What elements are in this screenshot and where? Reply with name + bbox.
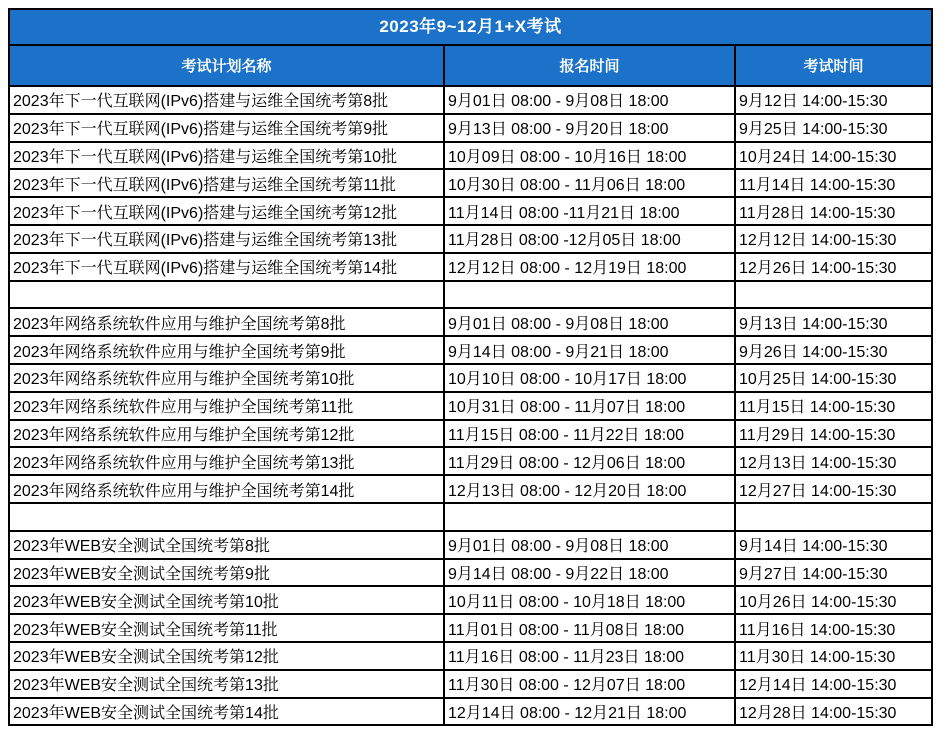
column-header-plan-name: 考试计划名称 [181,58,272,75]
table-row [10,307,931,335]
exam-time-cell: 12月28日 14:00-15:30 [734,699,931,725]
table-row [10,558,931,586]
exam-time-cell: 12月27日 14:00-15:30 [734,476,931,502]
registration-time-cell: 10月11日 08:00 - 10月18日 18:00 [443,587,734,613]
exam-schedule-table [8,8,933,726]
table-row [10,335,931,363]
registration-time-cell: 9月01日 08:00 - 9月08日 18:00 [443,309,734,335]
exam-time-cell: 11月16日 14:00-15:30 [734,615,931,641]
plan-name-cell: 2023年WEB安全测试全国统考第12批 [13,649,279,667]
exam-time-cell: 9月25日 14:00-15:30 [734,115,931,141]
exam-time-cell: 11月29日 14:00-15:30 [734,421,931,447]
plan-name-cell: 2023年WEB安全测试全国统考第9批 [13,565,270,583]
plan-name-cell: 2023年下一代互联网(IPv6)搭建与运维全国统考第9批 [13,121,389,139]
exam-time-cell: 12月26日 14:00-15:30 [734,254,931,280]
table-row [10,446,931,474]
column-header-exam-time: 考试时间 [734,46,931,85]
plan-name-cell: 2023年WEB安全测试全国统考第14批 [13,704,279,722]
plan-name-cell: 2023年WEB安全测试全国统考第10批 [13,593,279,611]
plan-name-cell: 2023年WEB安全测试全国统考第13批 [13,677,279,695]
plan-name-cell [10,282,443,308]
plan-name-cell: 2023年网络系统软件应用与维护全国统考第8批 [13,315,346,333]
exam-time-cell: 10月25日 14:00-15:30 [734,365,931,391]
spacer-row [10,280,931,308]
plan-name-cell: 2023年网络系统软件应用与维护全国统考第10批 [13,371,355,389]
registration-time-cell: 11月29日 08:00 - 12月06日 18:00 [443,448,734,474]
exam-time-cell [734,504,931,530]
column-header-registration-time: 报名时间 [443,46,734,85]
plan-name-cell: 2023年网络系统软件应用与维护全国统考第12批 [13,426,355,444]
table-row [10,641,931,669]
registration-time-cell: 11月15日 08:00 - 11月22日 18:00 [443,421,734,447]
plan-name-cell: 2023年WEB安全测试全国统考第11批 [13,621,278,639]
registration-time-cell: 9月01日 08:00 - 9月08日 18:00 [443,87,734,113]
plan-name-cell: 2023年网络系统软件应用与维护全国统考第11批 [13,399,354,417]
registration-time-cell: 10月30日 08:00 - 11月06日 18:00 [443,170,734,196]
exam-time-cell: 11月28日 14:00-15:30 [734,198,931,224]
registration-time-cell: 9月14日 08:00 - 9月22日 18:00 [443,560,734,586]
spacer-row [10,502,931,530]
registration-time-cell [443,504,734,530]
table-row [10,669,931,697]
registration-time-cell: 11月30日 08:00 - 12月07日 18:00 [443,671,734,697]
plan-name-cell [10,504,443,530]
exam-time-cell [734,282,931,308]
registration-time-cell: 11月28日 08:00 -12月05日 18:00 [443,226,734,252]
table-row [10,196,931,224]
exam-time-cell: 11月14日 14:00-15:30 [734,170,931,196]
table-header-row [10,46,931,85]
table-row [10,252,931,280]
exam-time-cell: 11月15日 14:00-15:30 [734,393,931,419]
exam-time-cell: 9月14日 14:00-15:30 [734,532,931,558]
registration-time-cell: 9月13日 08:00 - 9月20日 18:00 [443,115,734,141]
exam-time-cell: 11月30日 14:00-15:30 [734,643,931,669]
table-body [10,85,931,724]
table-row [10,613,931,641]
table-row [10,697,931,725]
registration-time-cell [443,282,734,308]
plan-name-cell: 2023年下一代互联网(IPv6)搭建与运维全国统考第10批 [13,148,398,166]
registration-time-cell: 11月14日 08:00 -11月21日 18:00 [443,198,734,224]
plan-name-cell: 2023年网络系统软件应用与维护全国统考第14批 [13,482,355,500]
exam-time-cell: 12月14日 14:00-15:30 [734,671,931,697]
registration-time-cell: 9月14日 08:00 - 9月21日 18:00 [443,337,734,363]
registration-time-cell: 12月13日 08:00 - 12月20日 18:00 [443,476,734,502]
plan-name-cell: 2023年WEB安全测试全国统考第8批 [13,538,270,556]
registration-time-cell: 9月01日 08:00 - 9月08日 18:00 [443,532,734,558]
plan-name-cell: 2023年下一代互联网(IPv6)搭建与运维全国统考第14批 [13,260,398,278]
table-row [10,363,931,391]
registration-time-cell: 12月12日 08:00 - 12月19日 18:00 [443,254,734,280]
table-row [10,168,931,196]
plan-name-cell: 2023年下一代互联网(IPv6)搭建与运维全国统考第13批 [13,232,398,250]
registration-time-cell: 10月10日 08:00 - 10月17日 18:00 [443,365,734,391]
table-row [10,141,931,169]
exam-time-cell: 10月24日 14:00-15:30 [734,143,931,169]
table-row [10,224,931,252]
table-row [10,530,931,558]
plan-name-cell: 2023年下一代互联网(IPv6)搭建与运维全国统考第11批 [13,176,396,194]
table-row [10,585,931,613]
plan-name-cell: 2023年网络系统软件应用与维护全国统考第9批 [13,343,346,361]
table-row [10,419,931,447]
plan-name-cell: 2023年下一代互联网(IPv6)搭建与运维全国统考第12批 [13,204,398,222]
exam-time-cell: 9月13日 14:00-15:30 [734,309,931,335]
registration-time-cell: 10月31日 08:00 - 11月07日 18:00 [443,393,734,419]
table-row [10,113,931,141]
registration-time-cell: 11月16日 08:00 - 11月23日 18:00 [443,643,734,669]
table-row [10,391,931,419]
registration-time-cell: 12月14日 08:00 - 12月21日 18:00 [443,699,734,725]
table-row [10,474,931,502]
registration-time-cell: 10月09日 08:00 - 10月16日 18:00 [443,143,734,169]
exam-time-cell: 9月12日 14:00-15:30 [734,87,931,113]
exam-time-cell: 9月26日 14:00-15:30 [734,337,931,363]
exam-time-cell: 12月12日 14:00-15:30 [734,226,931,252]
plan-name-cell: 2023年下一代互联网(IPv6)搭建与运维全国统考第8批 [13,93,389,111]
table-row [10,85,931,113]
table-title: 2023年9~12月1+X考试 [10,10,931,46]
registration-time-cell: 11月01日 08:00 - 11月08日 18:00 [443,615,734,641]
exam-time-cell: 9月27日 14:00-15:30 [734,560,931,586]
plan-name-cell: 2023年网络系统软件应用与维护全国统考第13批 [13,454,355,472]
exam-time-cell: 12月13日 14:00-15:30 [734,448,931,474]
exam-time-cell: 10月26日 14:00-15:30 [734,587,931,613]
